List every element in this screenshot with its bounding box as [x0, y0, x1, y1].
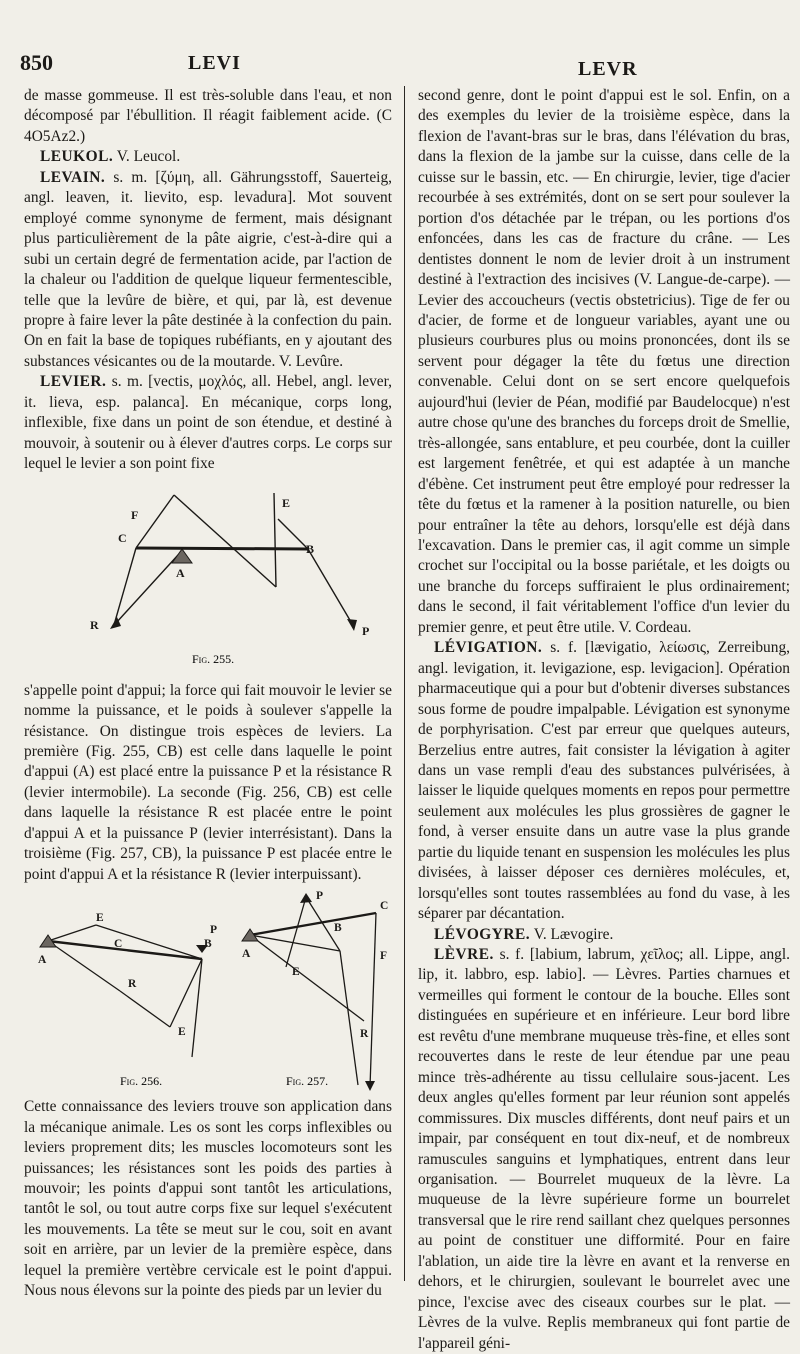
headword-levigation: LÉVIGATION. [434, 639, 543, 657]
fig255-label-r: R [90, 617, 99, 632]
entry-levain-text: s. m. [ζύμη, all. Gährungsstoff, Sauerteig, angl. leaven, it. lievito, esp. levadura]. Mot souvent employé comme synonyme de ferment, mais désignant plus particulièrement de la pâte aigrie, c'est-à-dire qui a subi un certain degré de fermentation acide, par l'action de la chaleur ou l'addition de quelque liqueur fermentescible, telle que la levûre de bière, et qui, par là, est devenue propre à faire lever la pâte destinée à la confection du pain. On en fait la base de topiques rubéfiants, en y ajoutant des substances vésicantes ou de la moutarde. V. Levûre. [24, 168, 392, 370]
fig257-label-a: A [242, 948, 251, 961]
entry-levigation [418, 638, 790, 924]
fig255-arrow-p-icon [347, 619, 357, 631]
figure-255 [24, 477, 392, 677]
fig255-lever-bar [136, 548, 308, 549]
column-divider [404, 86, 405, 1281]
fig255-fulcrum-icon [172, 549, 192, 563]
fig257-label-c: C [380, 900, 389, 913]
page-number: 850 [20, 50, 53, 75]
fig257-label-f: F [380, 950, 388, 963]
headword-leukol: LEUKOL. [40, 148, 114, 166]
running-head-right: LEVR [578, 58, 638, 80]
entry-levogyre [418, 925, 790, 945]
figure-255-diagram [24, 477, 392, 677]
entry-levier [24, 372, 392, 474]
fig257-label-b: B [334, 922, 342, 935]
entry-leukol [24, 147, 392, 167]
entry-levier-text: s. m. [vectis, μοχλός, all. Hebel, angl. lever, it. lieva, esp. palanca]. En mécanique, corps long, inflexible, fixe dans un point de son étendue, et destiné à mouvoir, à soutenir ou à élever d'autres corps. Le corps sur lequel le levier a son point fixe [24, 373, 392, 473]
headword-levier: LEVIER. [40, 373, 107, 391]
fig257-label-r: R [360, 1028, 369, 1041]
left-column [24, 86, 392, 1302]
fig256-label-e: E [96, 912, 104, 925]
headword-levre: LÈVRE. [434, 946, 494, 964]
entry-levre [418, 945, 790, 1354]
figure-256-257-diagram [24, 887, 392, 1093]
paragraph-lever-kinds: s'appelle point d'appui; la force qui fait mouvoir le levier se nomme la puissance, et le poids à soulever s'appelle la résistance. On distingue trois espèces de leviers. La première (Fig. 255, CB) est celle dans laquelle le point d'appui (A) est placé entre la puissance P et la résistance R (levier intermobile). La seconde (Fig. 256, CB) est celle dans laquelle la résistance R est placée entre le point d'appui A et la puissance P (levier interrésistant). Dans la troisième (Fig. 257, CB), la puissance P est placée entre le point d'appui A et la résistance R (levier interpuissant). [24, 681, 392, 883]
fig255-label-c: C [118, 530, 127, 545]
fig257-arrow-r-icon [365, 1081, 375, 1091]
fig255-label-e: E [282, 495, 291, 510]
fig255-label-b: B [306, 541, 315, 556]
fig257-label-p: P [316, 890, 324, 903]
running-head-left: LEVI [188, 52, 241, 74]
right-column [418, 86, 790, 1354]
entry-levogyre-text: V. Lævogire. [530, 925, 614, 943]
entry-levigation-text: s. f. [lævigatio, λείωσις, Zerreibung, angl. levigation, it. levigazione, esp. levigacion]. Opération pharmaceutique qui a pour but d'obtenir diverses substances sous forme de poudre impalpable. Lévigation est synonyme de porphyrisation. C'est par erreur que quelques auteurs, Berzelius entre autres, fait consister la lévigation à agiter dans un vase rempli d'eau des substances pulvérisées, à laisser le liquide quelques moments en repos pour permettre seulement aux molécules les plus grossières de gagner le fond, à verser ensuite dans un autre vase la plus grande partie du liquide tenant en suspension les molécules les plus divisées, à laisser déposer ces dernières molécules, et, lorsqu'elles sont toutes rassemblées au fond du vase, à les séparer par décantation. [418, 639, 790, 923]
headword-levain: LEVAIN. [40, 168, 106, 186]
fig255-caption: Fig. 255. [192, 651, 235, 666]
paragraph-animal-mechanics: Cette connaissance des leviers trouve son application dans la mécanique animale. Les os sont les corps inflexibles ou leviers proprement dits; les muscles locomoteurs sont les puissances; les résistances sont les poids des parties à mouvoir; les points d'appui sont tantôt les articulations, tantôt le sol, ou tout autre corps fixe sur lequel s'exécutent les mouvements. La tête se meut sur le cou, soit en avant soit en arrière, par un levier de la première espèce, dans lequel la première vertèbre cervicale est le point d'appui. Nous nous élevons sur la pointe des pieds par un levier du [24, 1098, 392, 1300]
fig256-label-e2: E [178, 1026, 186, 1039]
entry-leukol-text: V. Leucol. [113, 148, 181, 166]
fig257-caption: Fig. 257. [286, 1074, 329, 1089]
fig255-label-f: F [131, 507, 139, 522]
fig255-label-a: A [176, 565, 185, 580]
fig257-arrow-p-icon [300, 893, 312, 903]
fig257-label-e: E [292, 966, 300, 979]
fig256-label-b: B [204, 938, 212, 951]
fig256-caption: Fig. 256. [120, 1074, 163, 1089]
entry-levre-text: s. f. [labium, labrum, χεῖλος; all. Lippe, angl. lip, it. labbro, esp. labio]. — Lèvres. Parties charnues et vermeilles qui forment le contour de la bouche. Elles sont distinguées en supérieure et en inférieure. Leur bord libre est revêtu d'une membrane muqueuse très-fine, et elles sont recouvertes dans le reste de leur étendue par une peau mince très-adhérente au tissu cellulaire sous-jacent. Les deux angles qu'elles forment par leur réunion sont appelés commissures. Dix muscles différents, dont neuf pairs et un impair, par conséquent en tout dix-neuf, et de nombreux ramuscules sanguins et lymphatiques, entrent dans leur organisation. — Bourrelet muqueux de la lèvre. La muqueuse de la lèvre supérieure forme un bourrelet transversal que le rire rend saillant chez quelques personnes au point de constituer une difformité. Pour en faire l'ablation, un aide tire la lèvre en avant et la renverse en dehors, et le chirurgien, soulevant le bourrelet avec une pince, l'excise avec des ciseaux courbes sur le plat. — Lèvres de la vulve. Replis membraneux qui font partie de l'appareil géni- [418, 946, 790, 1352]
paragraph-levier-cont: second genre, dont le point d'appui est le sol. Enfin, on a des exemples du levier de la troisième espèce, dans la flexion de l'avant-bras sur le bras, dans l'élévation du bras, dans la flexion de la jambe sur la cuisse, dans celle de la cuisse sur le bassin, etc. — En chirurgie, levier, tige d'acier recourbée à ses extrémités, dont on se sert pour soulever la portion d'os détachée par le trépan, ou les portions d'os enfoncées, dans les cas de fracture du crâne. — Les dentistes donnent le nom de levier droit à un instrument destiné à l'extraction des incisives (V. Langue-de-carpe). — Levier des accoucheurs (vectis obstetricius). Tige de fer ou d'acier, de forme et de longueur variables, ayant une ou plusieurs courbures plus ou moins prononcées, dont ils se servent pour dégager la tête du fœtus une direction convenable. Celui dont on se sert encore quelquefois aujourd'hui (levier de Péan, modifié par Baudelocque) n'est autre chose qu'une des branches du forceps droit de Smellie, très-allongée, sans entablure, et peu courbée, dont la cuiller est largement fenêtrée, et qui est adaptée à un manche d'ébène. Cet instrument peut être employé pour redresser la tête du fœtus et la ramener à la position naturelle, ou bien pour entraîner la tête au dehors, lorsqu'elle est déjà dans l'excavation. Dans le premier cas, il agit comme un simple crochet sur l'occipital ou la bosse pariétale, et les doigts ou une branche du forceps suffiraient le plus ordinairement; dans le second, il fait véritablement l'office d'un levier du premier genre, et peut être utile. V. Cordeau. [418, 87, 790, 636]
fig256-label-a: A [38, 954, 47, 967]
fig255-label-p: P [362, 623, 370, 638]
paragraph-gomme: de masse gommeuse. Il est très-soluble dans l'eau, et non décomposé par l'ébullition. Il réagit faiblement acide. (C 4O5Az2.) [24, 87, 392, 145]
entry-levain [24, 168, 392, 373]
headword-levogyre: LÉVOGYRE. [434, 925, 531, 943]
fig256-label-p: P [210, 924, 218, 937]
fig256-label-r: R [128, 978, 137, 991]
fig256-label-c: C [114, 938, 123, 951]
figure-256-257 [24, 887, 392, 1093]
